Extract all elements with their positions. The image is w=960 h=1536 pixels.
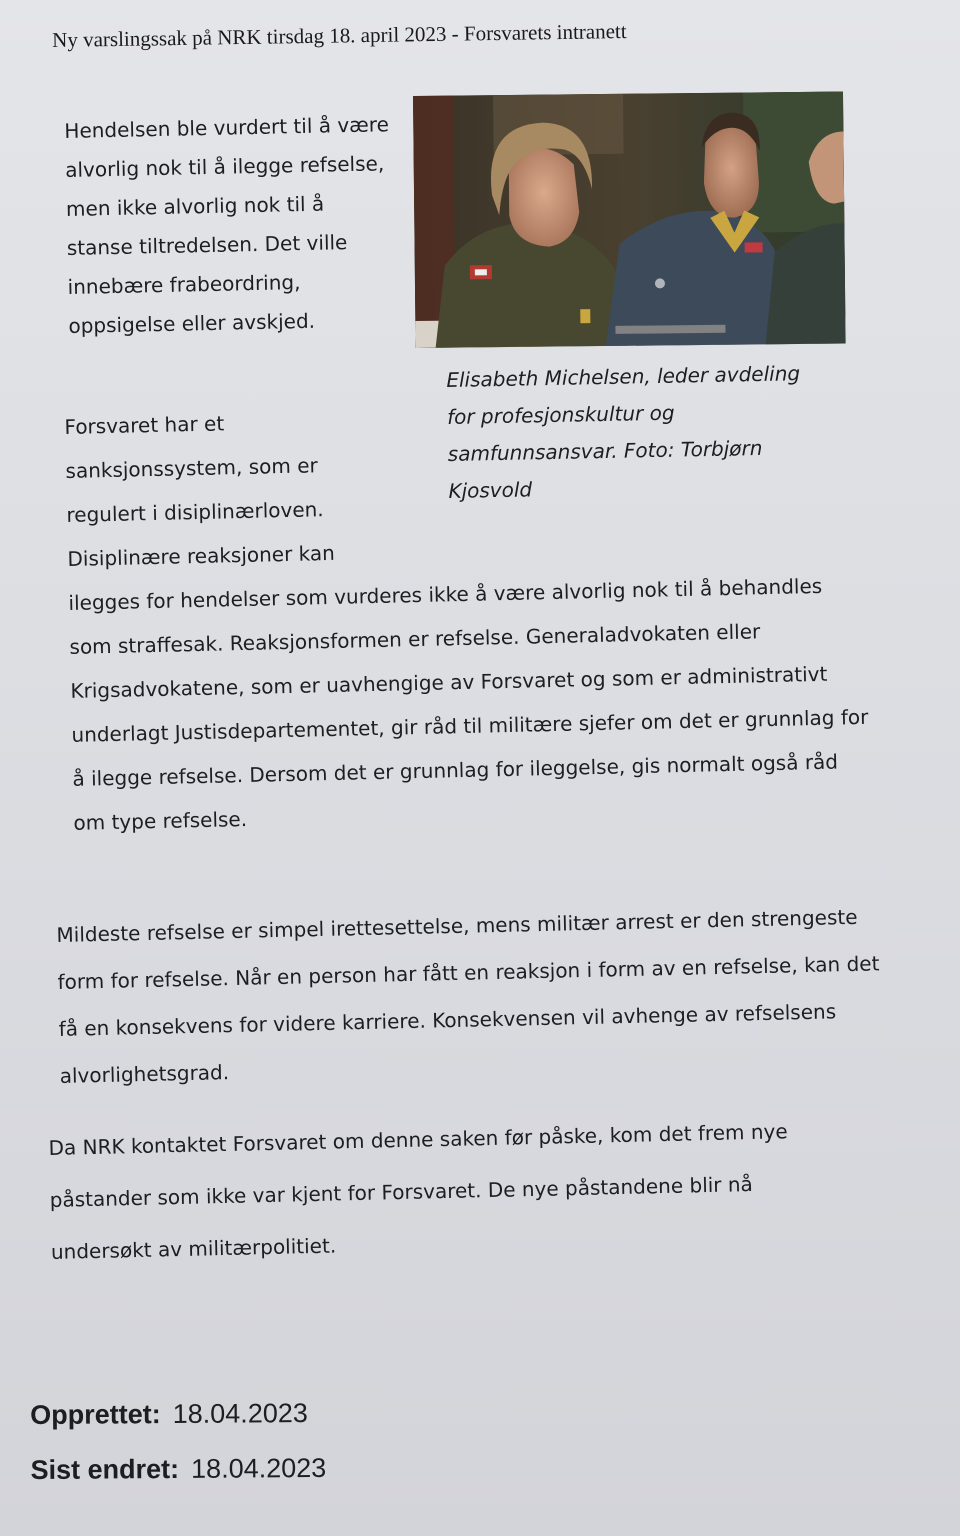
photo-caption: Elisabeth Michelsen, leder avdeling for profesjonskultur og samfunnsansvar. Foto: Torbjørn Kjosvold [446, 361, 801, 503]
document-metadata [30, 1386, 326, 1498]
paragraph-sanctions-lead: Forsvaret har et sanksjonssystem, som er regulert i disiplinærloven. Disiplinære reaksjoner kan [64, 411, 336, 571]
intro-paragraph: Hendelsen ble vurdert til å være alvorlig nok til å ilegge refselse, men ikke alvorlig nok til å stanse tiltredelsen. Det ville innebære frabeordring, oppsigelse eller avskjed. [64, 112, 390, 338]
modified-row [30, 1441, 326, 1498]
modified-value: 18.04.2023 [190, 1452, 327, 1484]
paragraph-sanctions [64, 387, 874, 845]
created-row [30, 1386, 326, 1443]
created-value: 18.04.2023 [172, 1398, 308, 1430]
paragraph-consequences: Mildeste refselse er simpel irettesettelse, mens militær arrest er den strengeste form for refselse. Når en person har fått en reaksjon i form av en refselse, kan det få en konsekvens for videre karriere. Konsekvensen vil avhenge av refselsens alvorlighetsgrad. [56, 904, 880, 1088]
paragraph-nrk-contact: Da NRK kontaktet Forsvaret om denne saken før påske, kom det frem nye påstander som ikke var kjent for Forsvaret. De nye påstandene blir nå undersøkt av militærpolitiet. [48, 1119, 788, 1264]
created-label: Opprettet: [30, 1399, 161, 1430]
photo-illustration [413, 91, 846, 347]
modified-label: Sist endret: [30, 1453, 180, 1485]
article-photo [413, 91, 846, 347]
paragraph-sanctions-rest: ilegges for hendelser som vurderes ikke å være alvorlig nok til å behandles som straffesak. Reaksjonsformen er refselse. Generaladvokaten eller Krigsadvokatene, som er uavhengige av Forsvaret og som er administrativt underlagt Justisdepartementet, gir råd til militære sjefer om det er grunnlag for å ilegge refselse. Dersom det er grunnlag for ileggelse, gis normalt også råd om type refselse. [68, 573, 869, 835]
page-header: Ny varslingssak på NRK tirsdag 18. april 2023 - Forsvarets intranett [52, 18, 627, 52]
